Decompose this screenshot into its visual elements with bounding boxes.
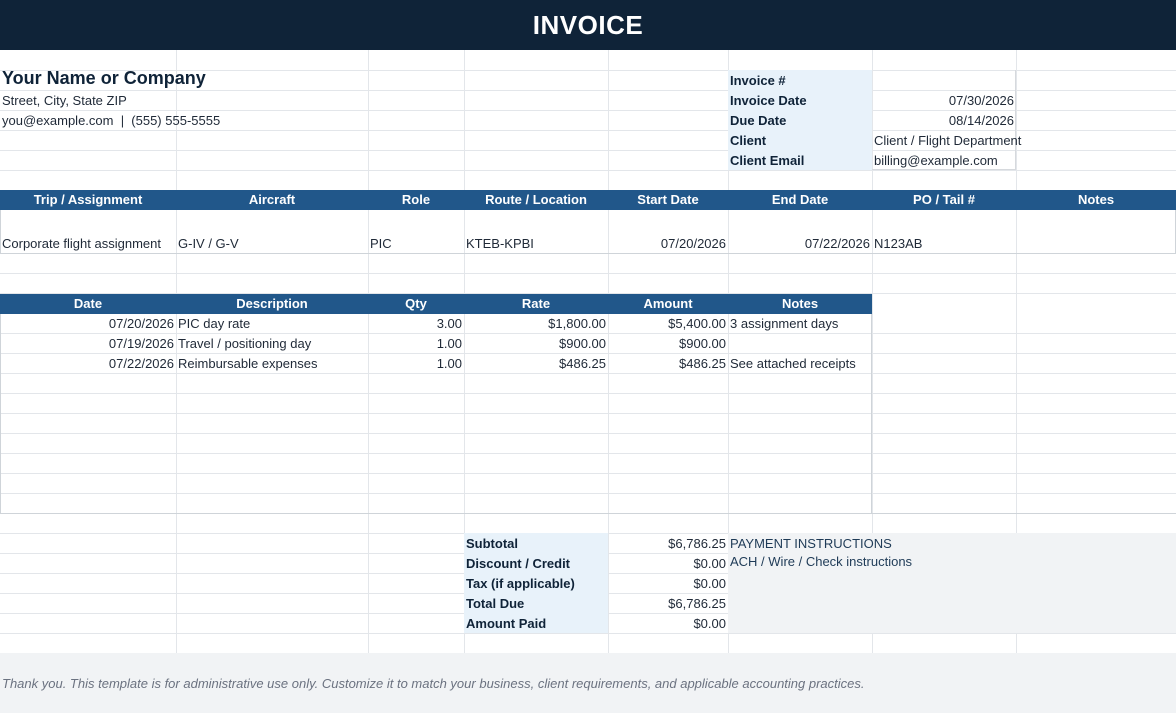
invoice-number-label: Invoice # bbox=[730, 73, 786, 88]
amount-paid-label: Amount Paid bbox=[466, 616, 547, 631]
invoice-title-bar bbox=[0, 0, 1176, 50]
discount-label: Discount / Credit bbox=[466, 556, 571, 571]
gridline bbox=[0, 170, 1176, 171]
tax-value[interactable]: $0.00 bbox=[693, 576, 726, 591]
item-qty[interactable]: 1.00 bbox=[436, 336, 462, 351]
footer-text: Thank you. This template is for administrative use only. Customize it to match your business, client requirements, and applicable accounting practices. bbox=[2, 676, 865, 691]
trip-table-header bbox=[0, 190, 1176, 210]
discount-value[interactable]: $0.00 bbox=[693, 556, 726, 571]
subtotal-label: Subtotal bbox=[466, 536, 518, 551]
items-col-header: Date bbox=[73, 296, 103, 311]
item-amount[interactable]: $5,400.00 bbox=[668, 316, 726, 331]
item-rate[interactable]: $900.00 bbox=[559, 336, 606, 351]
gridline bbox=[0, 633, 1176, 634]
trip-row bbox=[0, 210, 1176, 254]
trip-col-header: PO / Tail # bbox=[913, 192, 975, 207]
tax-label: Tax (if applicable) bbox=[466, 576, 575, 591]
client-email-label: Client Email bbox=[730, 153, 805, 168]
trip-start-date[interactable]: 07/20/2026 bbox=[660, 236, 726, 251]
payment-details[interactable]: ACH / Wire / Check instructions bbox=[730, 554, 913, 569]
trip-po-tail[interactable]: N123AB bbox=[874, 236, 923, 251]
item-description[interactable]: Travel / positioning day bbox=[178, 336, 312, 351]
gridline bbox=[0, 273, 1176, 274]
trip-col-header: Role bbox=[401, 192, 431, 207]
trip-assignment[interactable]: Corporate flight assignment bbox=[2, 236, 161, 251]
client-label: Client bbox=[730, 133, 767, 148]
item-date[interactable]: 07/20/2026 bbox=[108, 316, 174, 331]
company-contact[interactable]: you@example.com | (555) 555-5555 bbox=[2, 113, 221, 128]
item-date[interactable]: 07/22/2026 bbox=[108, 356, 174, 371]
subtotal-value[interactable]: $6,786.25 bbox=[668, 536, 726, 551]
item-amount[interactable]: $486.25 bbox=[679, 356, 726, 371]
trip-col-header: Route / Location bbox=[485, 192, 587, 207]
items-col-header: Amount bbox=[643, 296, 693, 311]
company-name[interactable]: Your Name or Company bbox=[2, 68, 206, 88]
item-description[interactable]: PIC day rate bbox=[178, 316, 251, 331]
item-rate[interactable]: $486.25 bbox=[559, 356, 606, 371]
item-qty[interactable]: 3.00 bbox=[436, 316, 462, 331]
item-notes[interactable]: See attached receipts bbox=[730, 356, 856, 371]
trip-aircraft[interactable]: G-IV / G-V bbox=[178, 236, 239, 251]
payment-heading: PAYMENT INSTRUCTIONS bbox=[730, 536, 892, 551]
gridline bbox=[0, 513, 1176, 514]
client-value[interactable]: Client / Flight Department bbox=[874, 133, 1022, 148]
item-rate[interactable]: $1,800.00 bbox=[548, 316, 606, 331]
invoice-number-value[interactable] bbox=[872, 71, 1014, 91]
items-col-header: Description bbox=[236, 296, 308, 311]
trip-col-header: Trip / Assignment bbox=[33, 192, 143, 207]
items-col-header: Rate bbox=[521, 296, 551, 311]
due-date-label: Due Date bbox=[730, 113, 787, 128]
invoice-date-label: Invoice Date bbox=[730, 93, 807, 108]
trip-col-header: End Date bbox=[771, 192, 829, 207]
items-col-header: Qty bbox=[405, 296, 427, 311]
due-date-value[interactable]: 08/14/2026 bbox=[948, 113, 1014, 128]
invoice-date-value[interactable]: 07/30/2026 bbox=[948, 93, 1014, 108]
trip-col-header: Aircraft bbox=[248, 192, 296, 207]
items-table-header bbox=[0, 294, 872, 314]
trip-col-header: Notes bbox=[1077, 192, 1115, 207]
item-description[interactable]: Reimbursable expenses bbox=[178, 356, 318, 371]
items-col-header: Notes bbox=[781, 296, 819, 311]
item-qty[interactable]: 1.00 bbox=[436, 356, 462, 371]
footer-note bbox=[0, 653, 1176, 713]
invoice-title: INVOICE bbox=[532, 9, 644, 40]
trip-col-header: Start Date bbox=[637, 192, 699, 207]
trip-route[interactable]: KTEB-KPBI bbox=[466, 236, 534, 251]
trip-role[interactable]: PIC bbox=[370, 236, 392, 251]
client-email-value[interactable]: billing@example.com bbox=[874, 153, 998, 168]
item-amount[interactable]: $900.00 bbox=[679, 336, 726, 351]
total-due-value[interactable]: $6,786.25 bbox=[668, 596, 726, 611]
amount-paid-value[interactable]: $0.00 bbox=[693, 616, 726, 631]
item-date[interactable]: 07/19/2026 bbox=[108, 336, 174, 351]
trip-end-date[interactable]: 07/22/2026 bbox=[804, 236, 870, 251]
item-notes[interactable]: 3 assignment days bbox=[730, 316, 839, 331]
company-address[interactable]: Street, City, State ZIP bbox=[2, 93, 127, 108]
total-due-label: Total Due bbox=[466, 596, 525, 611]
